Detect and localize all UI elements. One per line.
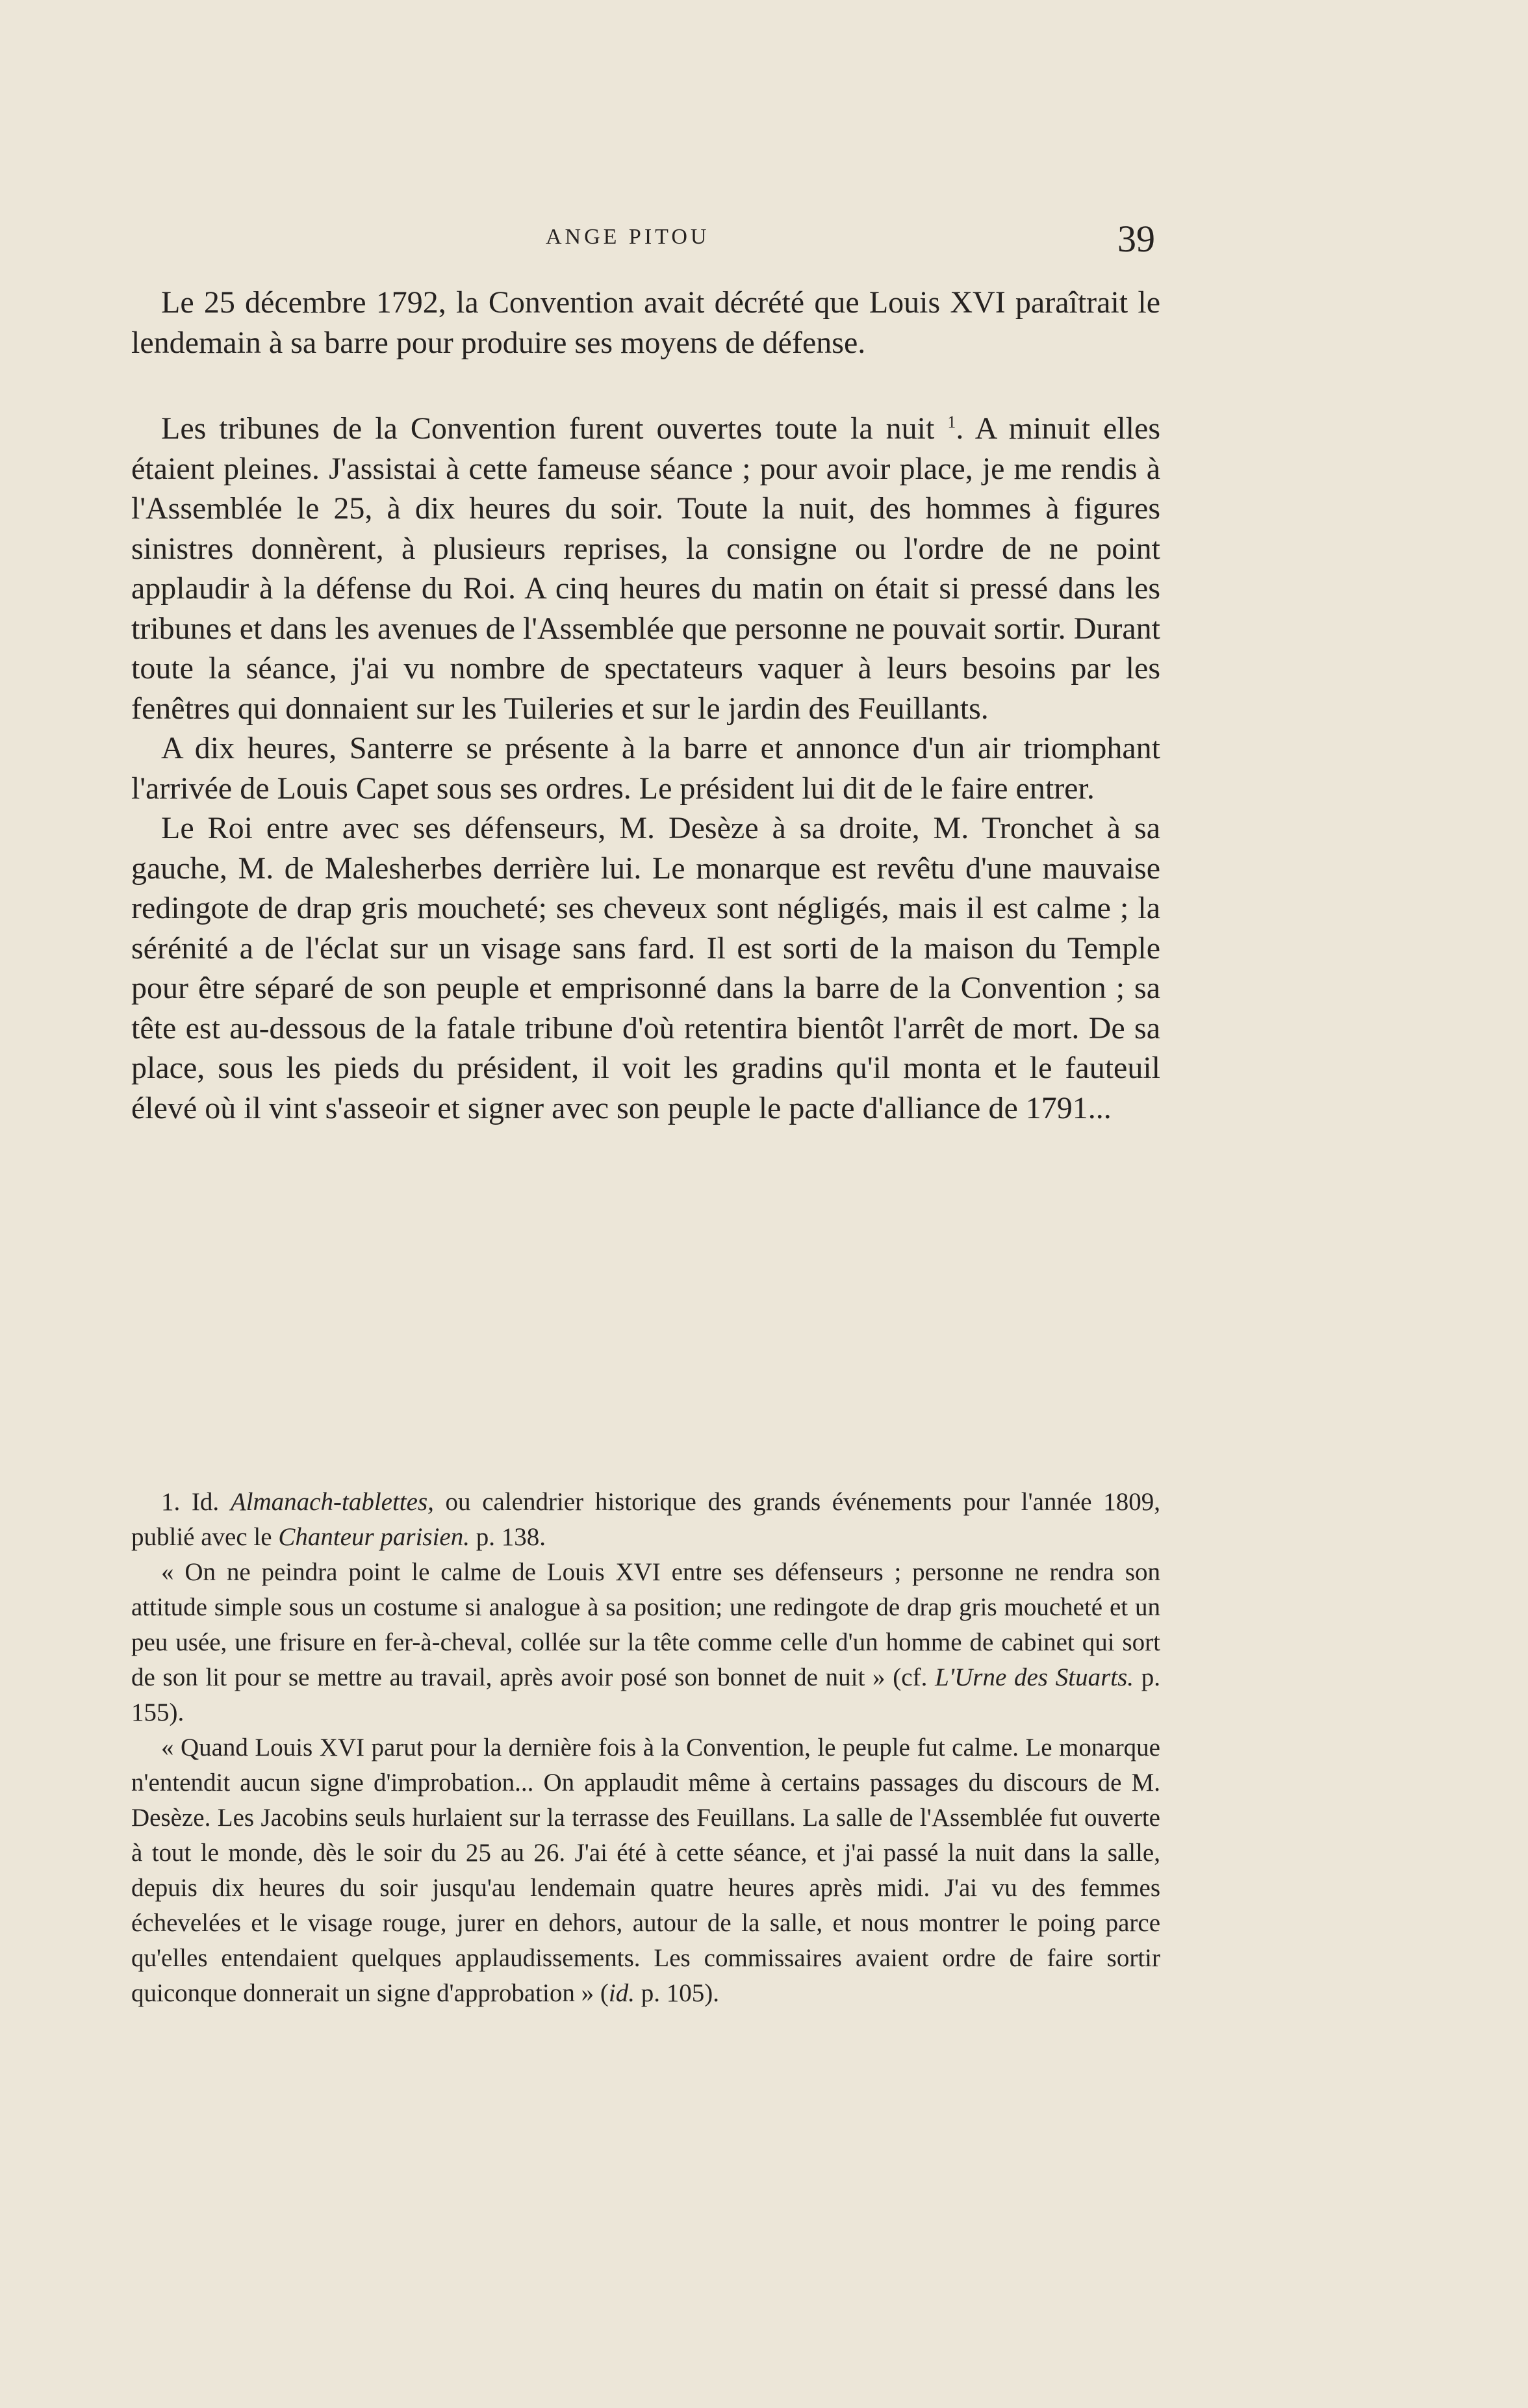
footnote-1 [131,1485,1160,1555]
footnotes [131,1485,1160,2011]
footnote-quote-1 [131,1555,1160,1730]
work-title-urne: L'Urne des Stuarts. [935,1663,1134,1691]
footnote-number: 1. [161,1488,181,1516]
paragraph-2-start: Les tribunes de la Convention furent ouvertes toute la nuit [161,411,948,446]
quote-text: p. 105). [634,1979,719,2007]
running-title: ANGE PITOU [546,225,710,249]
footnote-text: Id. [180,1488,231,1516]
footnote-text: ou calendrier historique des grands événements pour l'année 1809, publié avec le [131,1488,1160,1551]
paragraph-1: Le 25 décembre 1792, la Convention avait décrété que Louis XVI paraîtrait le lendemain à sa barre pour produire ses moyens de défense. [131,285,1160,360]
footnote-text: p. 138. [469,1523,546,1551]
work-title-chanteur: Chanteur parisien. [278,1523,470,1551]
work-title-almanach: Almanach-tablettes, [230,1488,434,1516]
main-text [131,283,1160,1128]
footnote-quote-2 [131,1730,1160,2011]
paragraph-2-rest: . A minuit elles étaient pleines. J'assistai à cette fameuse séance ; pour avoir place, je me rendis à l'Assemblée le 25, à dix heures du soir. Toute la nuit, des hommes à figures sinistres donnèrent, à plusieurs reprises, la consigne ou l'ordre de ne point applaudir à la défense du Roi. A cinq heures du matin on était si pressé dans les tribunes et dans les avenues de l'Assemblée que personne ne pouvait sortir. Durant toute la séance, j'ai vu nombre de spectateurs vaquer à leurs besoins par les fenêtres qui donnaient sur les Tuileries et sur le jardin des Feuillants. [131,411,1161,726]
page-number: 39 [1117,218,1155,260]
paragraph-3: A dix heures, Santerre se présente à la barre et annonce d'un air triomphant l'arrivée de Louis Capet sous ses ordres. Le président lui dit de le faire entrer. [131,731,1160,806]
running-head [0,218,1528,260]
quote-text: « On ne peindra point le calme de Louis XVI entre ses défenseurs ; personne ne rendra son attitude simple sous un costume si analogue à sa position; une redingote de drap gris moucheté et un peu usée, une frisure en fer-à-cheval, collée sur la tête comme celle d'un homme de cabinet qui sort de son lit pour se mettre au travail, après avoir posé son bonnet de nuit » (cf. [131,1558,1160,1691]
quote-text: p. 155). [131,1663,1161,1726]
paragraph-4: Le Roi entre avec ses défenseurs, M. Desèze à sa droite, M. Tronchet à sa gauche, M. de Malesherbes derrière lui. Le monarque est revêtu d'une mauvaise redingote de drap gris moucheté; ses cheveux sont négligés, mais il est calme ; la sérénité a de l'éclat sur un visage sans fard. Il est sorti de la maison du Temple pour être séparé de son peuple et emprisonné dans la barre de la Convention ; sa tête est au-dessous de la fatale tribune d'où retentira bientôt l'arrêt de mort. De sa place, sous les pieds du président, il voit les gradins qu'il monta et le fauteuil élevé où il vint s'asseoir et signer avec son peuple le pacte d'alliance de 1791... [131,811,1160,1125]
quote-text: « Quand Louis XVI parut pour la dernière fois à la Convention, le peuple fut calme. Le monarque n'entendit aucun signe d'improbation... On applaudit même à certains passages du discours de M. Desèze. Les Jacobins seuls hurlaient sur la terrasse des Feuillans. La salle de l'Assemblée fut ouverte à tout le monde, dès le soir du 25 au 26. J'ai été à cette séance, et j'ai passé la nuit dans la salle, depuis dix heures du soir jusqu'au lendemain quatre heures après midi. J'ai vu des femmes échevelées et le visage rouge, jurer en dehors, autour de la salle, et nous montrer le poing parce qu'elles entendaient quelques applaudissements. Les commissaires avaient ordre de faire sortir quiconque donnerait un signe d'approbation » ( [131,1734,1160,2007]
footnote-reference: 1 [947,413,956,431]
paragraph-2 [131,402,1160,728]
ibid-abbreviation: id. [608,1979,635,2007]
